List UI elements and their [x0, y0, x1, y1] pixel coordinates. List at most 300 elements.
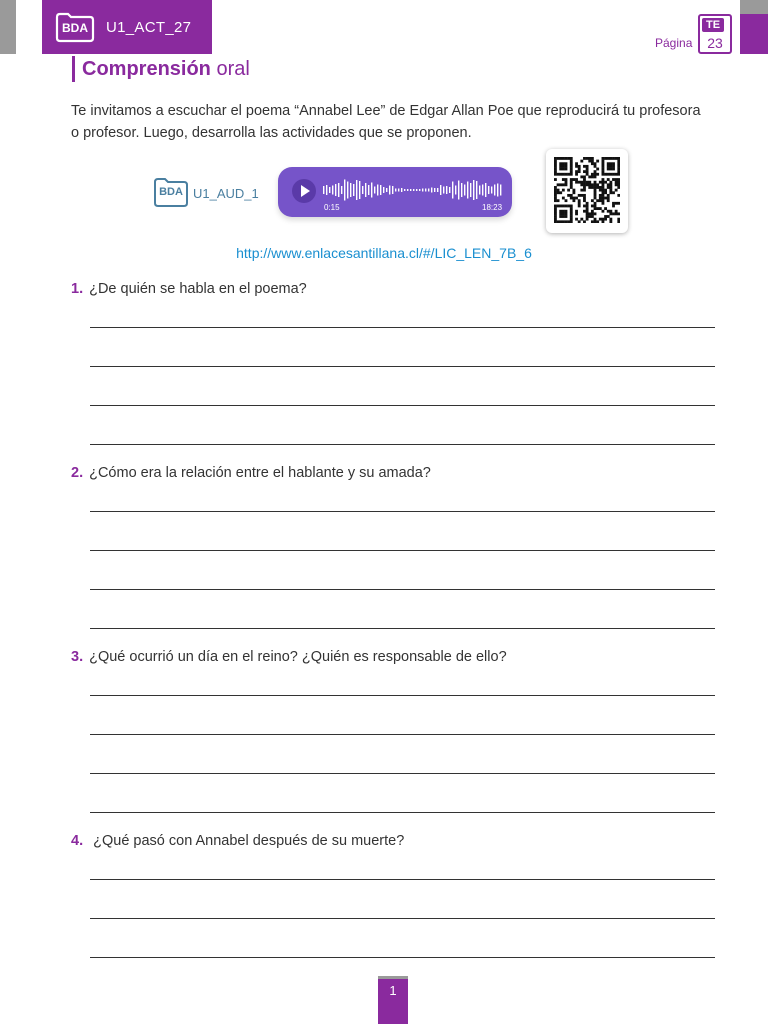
answer-line[interactable]: [90, 405, 715, 406]
qr-cell: [586, 207, 589, 210]
qr-cell: [594, 170, 597, 173]
qr-cell: [557, 189, 560, 192]
waveform-bar: [344, 180, 345, 201]
question-2: [71, 465, 431, 481]
qr-cell: [562, 178, 565, 181]
qr-cell: [609, 186, 612, 189]
waveform-bar: [341, 186, 342, 194]
waveform-bar: [416, 189, 417, 191]
waveform-bar: [467, 182, 468, 199]
qr-cell: [594, 173, 597, 176]
qr-cell: [562, 162, 565, 165]
qr-cell: [617, 220, 620, 223]
qr-cell: [554, 186, 557, 189]
qr-cell: [609, 157, 612, 160]
qr-cell: [586, 212, 589, 215]
qr-cell: [557, 157, 560, 160]
qr-cell: [570, 205, 573, 208]
qr-cell: [602, 186, 605, 189]
answer-line[interactable]: [90, 879, 715, 880]
qr-cell: [594, 220, 597, 223]
waveform-bar: [404, 189, 405, 191]
qr-cell: [575, 165, 578, 168]
qr-cell: [599, 189, 602, 192]
qr-cell: [565, 178, 568, 181]
qr-cell: [604, 218, 607, 221]
qr-cell: [615, 173, 618, 176]
qr-cell: [612, 191, 615, 194]
qr-cell: [594, 212, 597, 215]
qr-cell: [557, 191, 560, 194]
qr-cell: [609, 191, 612, 194]
waveform-bar: [479, 186, 480, 195]
qr-cell: [557, 205, 560, 208]
qr-cell: [583, 186, 586, 189]
waveform-bar: [329, 187, 330, 193]
audio-bda-text: BDA: [159, 186, 183, 198]
qr-cell: [607, 168, 610, 171]
qr-cell: [580, 183, 583, 186]
qr-cell: [572, 197, 575, 200]
qr-code[interactable]: [546, 149, 628, 233]
qr-cell: [591, 162, 594, 165]
answer-line[interactable]: [90, 444, 715, 445]
waveform-bar: [428, 189, 429, 192]
question-4: [71, 833, 404, 849]
qr-cell: [607, 183, 610, 186]
qr-cell: [575, 173, 578, 176]
qr-cell: [604, 157, 607, 160]
qr-cell: [586, 183, 589, 186]
qr-cell: [554, 207, 557, 210]
answer-line[interactable]: [90, 918, 715, 919]
waveform-bar: [485, 183, 486, 197]
waveform-bar: [425, 189, 426, 192]
answer-line[interactable]: [90, 366, 715, 367]
qr-cell: [588, 160, 591, 163]
qr-cell: [609, 173, 612, 176]
waveform-bar: [326, 185, 327, 195]
qr-cell: [602, 183, 605, 186]
qr-cell: [554, 191, 557, 194]
qr-cell: [580, 160, 583, 163]
qr-cell: [615, 210, 618, 213]
qr-cell: [615, 181, 618, 184]
qr-cell: [578, 168, 581, 171]
qr-cell: [578, 199, 581, 202]
qr-cell: [596, 168, 599, 171]
qr-cell: [565, 205, 568, 208]
qr-cell: [570, 168, 573, 171]
qr-cell: [554, 215, 557, 218]
qr-cell: [565, 183, 568, 186]
qr-cell: [562, 212, 565, 215]
qr-cell: [588, 181, 591, 184]
qr-cell: [580, 189, 583, 192]
qr-cell: [562, 173, 565, 176]
qr-cell: [594, 162, 597, 165]
qr-cell: [578, 194, 581, 197]
qr-cell: [567, 157, 570, 160]
qr-cell: [565, 199, 568, 202]
qr-cell: [575, 197, 578, 200]
qr-cell: [578, 165, 581, 168]
qr-cell: [599, 194, 602, 197]
qr-cell: [602, 160, 605, 163]
qr-cell: [617, 178, 620, 181]
qr-cell: [615, 178, 618, 181]
qr-cell: [588, 157, 591, 160]
waveform-bar: [497, 184, 498, 197]
qr-cell: [615, 202, 618, 205]
qr-cell: [617, 212, 620, 215]
qr-cell: [554, 157, 557, 160]
qr-cell: [583, 220, 586, 223]
qr-cell: [612, 157, 615, 160]
qr-cell: [570, 194, 573, 197]
qr-cell: [607, 215, 610, 218]
top-left-gray-strip: [0, 0, 16, 54]
waveform-bar: [353, 184, 354, 196]
qr-cell: [570, 183, 573, 186]
qr-cell: [580, 194, 583, 197]
qr-cell: [594, 218, 597, 221]
qr-cell: [559, 212, 562, 215]
qr-cell: [612, 173, 615, 176]
qr-cell: [570, 220, 573, 223]
qr-cell: [565, 173, 568, 176]
answer-line[interactable]: [90, 957, 715, 958]
qr-cell: [562, 168, 565, 171]
qr-cell: [578, 202, 581, 205]
qr-cell: [554, 194, 557, 197]
waveform-bar: [464, 185, 465, 196]
answer-line[interactable]: [90, 511, 715, 512]
qr-cell: [596, 199, 599, 202]
qr-cell: [617, 173, 620, 176]
qr-cell: [602, 218, 605, 221]
qr-cell: [607, 165, 610, 168]
qr-cell: [617, 170, 620, 173]
qr-cell: [594, 202, 597, 205]
qr-cell: [594, 186, 597, 189]
qr-cell: [591, 205, 594, 208]
waveform-bar: [377, 185, 378, 196]
qr-cell: [604, 215, 607, 218]
qr-cell: [572, 191, 575, 194]
qr-cell: [583, 157, 586, 160]
qr-cell: [572, 189, 575, 192]
qr-cell: [578, 205, 581, 208]
qr-cell: [591, 199, 594, 202]
qr-cell: [594, 191, 597, 194]
question-text: ¿Qué pasó con Annabel después de su muerte?: [89, 833, 405, 849]
waveform-bar: [455, 186, 456, 195]
answer-line[interactable]: [90, 327, 715, 328]
qr-cell: [588, 186, 591, 189]
qr-cell: [565, 220, 568, 223]
qr-cell: [554, 173, 557, 176]
qr-cell: [607, 162, 610, 165]
waveform-bar: [434, 188, 435, 192]
qr-cell: [591, 210, 594, 213]
qr-cell: [583, 205, 586, 208]
qr-cell: [554, 199, 557, 202]
qr-cell: [591, 215, 594, 218]
page-label: Página: [655, 36, 693, 50]
qr-cell: [617, 160, 620, 163]
waveform-bar: [458, 181, 459, 200]
qr-cell: [594, 207, 597, 210]
qr-cell: [570, 170, 573, 173]
qr-cell: [557, 173, 560, 176]
qr-cell: [612, 168, 615, 171]
qr-cell: [607, 199, 610, 202]
qr-cell: [570, 162, 573, 165]
qr-cell: [609, 220, 612, 223]
qr-cell: [575, 210, 578, 213]
waveform-bar: [389, 186, 390, 195]
qr-cell: [617, 194, 620, 197]
qr-cell: [570, 210, 573, 213]
qr-cell: [562, 220, 565, 223]
waveform-bar: [368, 185, 369, 195]
qr-cell: [580, 181, 583, 184]
qr-cell: [591, 160, 594, 163]
waveform-bar: [410, 189, 411, 191]
qr-cell: [602, 202, 605, 205]
qr-cell: [602, 165, 605, 168]
qr-cell: [609, 218, 612, 221]
waveform-bar: [362, 186, 363, 194]
qr-cell: [559, 215, 562, 218]
waveform-bar: [347, 182, 348, 199]
qr-cell: [559, 191, 562, 194]
qr-cell: [607, 194, 610, 197]
qr-cell: [567, 205, 570, 208]
audio-time-end: 18:23: [482, 203, 503, 212]
question-3: [71, 649, 507, 665]
answer-line[interactable]: [90, 695, 715, 696]
qr-cell: [609, 168, 612, 171]
waveform-bar: [401, 188, 402, 192]
waveform-bar: [440, 185, 441, 195]
qr-cell: [617, 168, 620, 171]
waveform-bar: [449, 187, 450, 193]
audio-time-start: 0:15: [324, 203, 340, 212]
qr-cell: [570, 215, 573, 218]
qr-cell: [559, 165, 562, 168]
footer-page-tab: [378, 976, 408, 1024]
qr-cell: [583, 199, 586, 202]
qr-cell: [570, 186, 573, 189]
question-number: 1.: [71, 281, 84, 297]
qr-cell: [559, 157, 562, 160]
qr-cell: [554, 168, 557, 171]
waveform-bar: [365, 183, 366, 197]
qr-cell: [570, 212, 573, 215]
qr-cell: [615, 189, 618, 192]
top-right-gray-strip: [740, 0, 768, 14]
waveform-bar: [323, 186, 324, 194]
intro-paragraph: Te invitamos a escuchar el poema “Annabel Lee” de Edgar Allan Poe que reproducirá tu profesora o profesor. Luego, desarrolla las actividades que se proponen.: [71, 103, 701, 141]
qr-cell: [580, 175, 583, 178]
waveform-bar: [431, 188, 432, 193]
qr-cell: [607, 197, 610, 200]
answer-line[interactable]: [90, 550, 715, 551]
te-page-number: 23: [707, 35, 723, 51]
qr-cell: [565, 162, 568, 165]
qr-cell: [586, 210, 589, 213]
qr-cell: [594, 181, 597, 184]
waveform-bar: [437, 188, 438, 192]
qr-cell: [583, 194, 586, 197]
qr-cell: [565, 157, 568, 160]
qr-cell: [594, 189, 597, 192]
waveform-bar: [332, 186, 333, 195]
waveform-bar: [443, 187, 444, 194]
qr-cell: [604, 173, 607, 176]
qr-cell: [583, 197, 586, 200]
qr-cell: [604, 191, 607, 194]
answer-line[interactable]: [90, 589, 715, 590]
qr-cell: [562, 157, 565, 160]
title-accent-bar: [72, 56, 75, 82]
qr-cell: [602, 194, 605, 197]
qr-cell: [588, 183, 591, 186]
qr-cell: [583, 175, 586, 178]
answer-line[interactable]: [90, 773, 715, 774]
qr-cell: [557, 199, 560, 202]
qr-cell: [602, 173, 605, 176]
qr-cell: [604, 197, 607, 200]
qr-cell: [554, 210, 557, 213]
qr-cell: [594, 175, 597, 178]
qr-cell: [565, 215, 568, 218]
answer-line[interactable]: [90, 734, 715, 735]
qr-cell: [599, 181, 602, 184]
qr-cell: [617, 162, 620, 165]
qr-cell: [602, 162, 605, 165]
qr-cell: [575, 181, 578, 184]
qr-cell: [567, 194, 570, 197]
qr-cell: [594, 197, 597, 200]
qr-cell: [575, 212, 578, 215]
qr-cell: [565, 181, 568, 184]
qr-cell: [562, 210, 565, 213]
question-text: ¿Qué ocurrió un día en el reino? ¿Quién es responsable de ello?: [89, 649, 507, 665]
qr-cell: [583, 210, 586, 213]
question-number: 3.: [71, 649, 84, 665]
top-right-purple-strip: [740, 14, 768, 54]
qr-cell: [617, 186, 620, 189]
audio-player[interactable]: [278, 167, 512, 217]
section-title-light: oral: [216, 58, 250, 80]
qr-cell: [583, 165, 586, 168]
qr-cell: [607, 186, 610, 189]
qr-cell: [617, 202, 620, 205]
qr-cell: [583, 181, 586, 184]
qr-cell: [599, 218, 602, 221]
question-text: ¿Cómo era la relación entre el hablante y su amada?: [89, 465, 431, 481]
qr-cell: [594, 183, 597, 186]
qr-cell: [591, 186, 594, 189]
qr-cell: [586, 202, 589, 205]
qr-cell: [562, 205, 565, 208]
qr-cell: [607, 178, 610, 181]
qr-cell: [565, 210, 568, 213]
waveform-bar: [473, 180, 474, 200]
waveform-bar: [338, 183, 339, 197]
qr-cell: [570, 165, 573, 168]
question-text: ¿De quién se habla en el poema?: [89, 281, 307, 297]
qr-cell: [591, 183, 594, 186]
waveform-bar: [380, 185, 381, 195]
qr-cell: [596, 186, 599, 189]
bda-folder-icon: [54, 11, 96, 43]
qr-cell: [562, 165, 565, 168]
qr-cell: [615, 157, 618, 160]
answer-line[interactable]: [90, 628, 715, 629]
qr-cell: [586, 168, 589, 171]
question-number: 4.: [71, 833, 84, 849]
qr-cell: [557, 183, 560, 186]
waveform-bar: [356, 180, 357, 200]
waveform-bar: [500, 185, 501, 196]
qr-cell: [575, 170, 578, 173]
waveform-icon[interactable]: [322, 177, 502, 203]
qr-cell: [559, 210, 562, 213]
waveform-bar: [470, 183, 471, 197]
qr-cell: [599, 197, 602, 200]
qr-cell: [572, 178, 575, 181]
waveform-bar: [407, 189, 408, 191]
qr-cell: [588, 212, 591, 215]
qr-cell: [586, 215, 589, 218]
qr-cell: [575, 218, 578, 221]
qr-cell: [594, 165, 597, 168]
bda-badge-text: BDA: [62, 21, 88, 35]
qr-cell: [599, 186, 602, 189]
qr-cell: [609, 212, 612, 215]
play-icon[interactable]: [292, 179, 316, 203]
qr-cell: [554, 162, 557, 165]
qr-cell: [567, 220, 570, 223]
qr-cell: [570, 173, 573, 176]
waveform-bar: [488, 186, 489, 194]
resource-link[interactable]: http://www.enlacesantillana.cl/#/LIC_LEN_7B_6: [236, 245, 532, 261]
qr-cell: [602, 197, 605, 200]
qr-cell: [572, 199, 575, 202]
answer-line[interactable]: [90, 812, 715, 813]
waveform-bar: [422, 189, 423, 192]
qr-cell: [583, 178, 586, 181]
section-title: [82, 58, 250, 81]
waveform-bar: [494, 185, 495, 196]
qr-cell: [578, 220, 581, 223]
qr-cell: [562, 183, 565, 186]
qr-cell: [586, 218, 589, 221]
question-1: [71, 281, 307, 297]
qr-cell: [554, 189, 557, 192]
qr-cell: [567, 189, 570, 192]
qr-cell: [562, 197, 565, 200]
qr-cell: [602, 191, 605, 194]
qr-cell: [604, 207, 607, 210]
qr-cell: [562, 215, 565, 218]
qr-cell: [617, 165, 620, 168]
qr-code-icon: [554, 157, 620, 223]
